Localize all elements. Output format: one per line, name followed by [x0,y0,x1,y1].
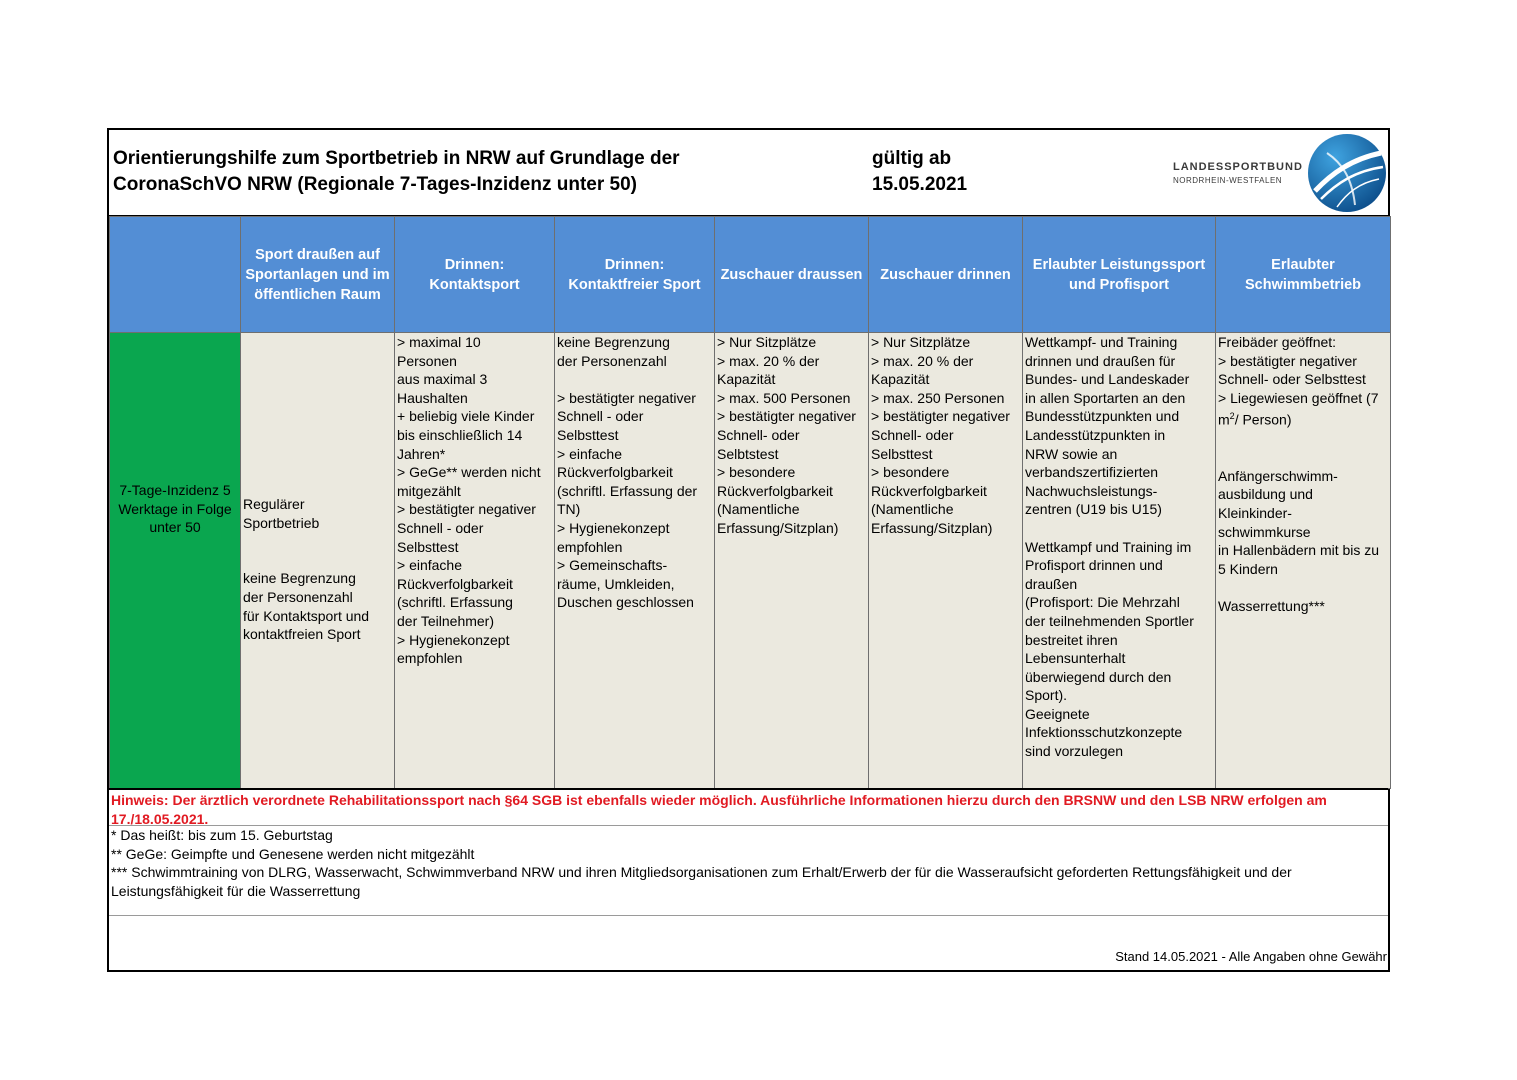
footnotes [109,826,1388,916]
column-header-draussen: Sport draußen auf Sportanlagen und im öffentlichen Raum [241,217,395,333]
column-header-kontaktsport: Drinnen: Kontaktsport [395,217,555,333]
cell-kontaktsport-text: > maximal 10 Personen aus maximal 3 Haushalten + beliebig viele Kinder bis einschließlich 14 Jahren* > GeGe** werden nicht mitgezählt > bestätigter negativer Schnell - oder Selbsttest > einfache Rückverfolgbarkeit (schriftl. Erfassung der Teilnehmer) > Hygienekonzept empfohlen [397,334,541,667]
rehab-note: Hinweis: Der ärztlich verordnete Rehabilitationssport nach §64 SGB ist ebenfalls wieder möglich. Ausführliche Informationen hierzu durch den BRSNW und den LSB NRW erfolgen am 17./18.05.2021. [109,788,1388,826]
rules-table [109,216,1391,789]
logo-emblem-icon [1307,133,1387,213]
cell-schwimmbetrieb-text [1218,333,1388,616]
stand-disclaimer: Stand 14.05.2021 - Alle Angaben ohne Gewähr [1115,949,1387,964]
cell-draussen [241,333,395,789]
column-header-leistungssport: Erlaubter Leistungssport und Profisport [1023,217,1216,333]
schwimm-text-part2: / Person) Anfängerschwimm- ausbildung und Kleinkinder- schwimmkurse in Hallenbädern mit bis zu 5 Kindern Wasserrettung*** [1218,412,1380,614]
title-line-1: Orientierungshilfe zum Sportbetrieb in NRW auf Grundlage der [113,148,680,169]
column-header-zuschauer-drinnen: Zuschauer drinnen [869,217,1023,333]
cell-kontaktfrei-text: keine Begrenzung der Personenzahl > bestätigter negativer Schnell - oder Selbsttest > einfache Rückverfolgbarkeit (schriftl. Erfassung der TN) > Hygienekonzept empfohlen > Gemeinschafts- räume, Umkleiden, Duschen geschlossen [557,334,698,611]
table-header-row [110,217,1391,333]
document-sheet [107,128,1390,972]
square-meter-superscript: 2 [1229,411,1235,422]
column-header-empty [110,217,241,333]
footnote-2: ** GeGe: Geimpfte und Genesene werden nicht mitgezählt [111,845,475,862]
table-row [110,333,1391,789]
footnote-1: * Das heißt: bis zum 15. Geburtstag [111,827,333,843]
cell-zuschauer-draussen-text: > Nur Sitzplätze > max. 20 % der Kapazität > max. 500 Personen > bestätigter negativer Schnell- oder Selbtstest > besondere Rückverfolgbarkeit (Namentliche Erfassung/Sitzplan) [717,334,856,536]
schwimm-text-part1: Freibäder geöffnet: > bestätigter negativer Schnell- oder Selbsttest > Liegewiesen geöffnet (7 m [1218,334,1379,429]
cell-zuschauer-drinnen-text: > Nur Sitzplätze > max. 20 % der Kapazität > max. 250 Personen > bestätigter negativer Schnell- oder Selbsttest > besondere Rückverfolgbarkeit (Namentliche Erfassung/Sitzplan) [871,334,1010,536]
cell-leistungssport [1023,333,1216,789]
footnote-3: *** Schwimmtraining von DLRG, Wasserwacht, Schwimmverband NRW und ihren Mitgliedsorganisationen zum Erhalt/Erwerb der für die Wasseraufsicht geforderten Rettungsfähigkeit und der Leistungsfähigkeit für die Wasserrettung [111,864,1292,899]
valid-date: 15.05.2021 [872,174,968,195]
column-header-zuschauer-draussen: Zuschauer draussen [715,217,869,333]
cell-leistungssport-text: Wettkampf- und Training drinnen und draußen für Bundes- und Landeskader in allen Sportarten an den Bundesstützpunkten und Landesstützpunkten in NRW sowie an verbandszertifizierten Nachwuchsleistungs- zentren (U19 bis U15) Wettkampf und Training im Profisport drinnen und draußen (Profisport: Die Mehrzahl der teilnehmenden Sportler bestreitet ihren Lebensunterhalt überwiegend durch den Sport). Geeignete Infektionsschutzkonzepte sind vorzulegen [1025,334,1194,760]
cell-zuschauer-draussen [715,333,869,789]
cell-zuschauer-drinnen [869,333,1023,789]
cell-draussen-text: Regulärer Sportbetrieb keine Begrenzung der Personenzahl für Kontaktsport und kontaktfreien Sport [243,496,370,643]
valid-label: gültig ab [872,148,952,169]
lsb-logo [1173,132,1388,214]
incidence-label: 7-Tage-Inzidenz 5 Werktage in Folge unter 50 [118,482,232,536]
column-header-kontaktfrei: Drinnen: Kontaktfreier Sport [555,217,715,333]
document-header [109,130,1388,216]
cell-kontaktsport [395,333,555,789]
cell-schwimmbetrieb [1216,333,1391,789]
logo-text-line2: NORDRHEIN-WESTFALEN [1173,176,1283,185]
logo-text-line1: LANDESSPORTBUND [1173,161,1303,173]
incidence-cell [110,333,241,789]
title-line-2: CoronaSchVO NRW (Regionale 7-Tages-Inzidenz unter 50) [113,174,637,195]
column-header-schwimmbetrieb: Erlaubter Schwimmbetrieb [1216,217,1391,333]
cell-kontaktfrei [555,333,715,789]
